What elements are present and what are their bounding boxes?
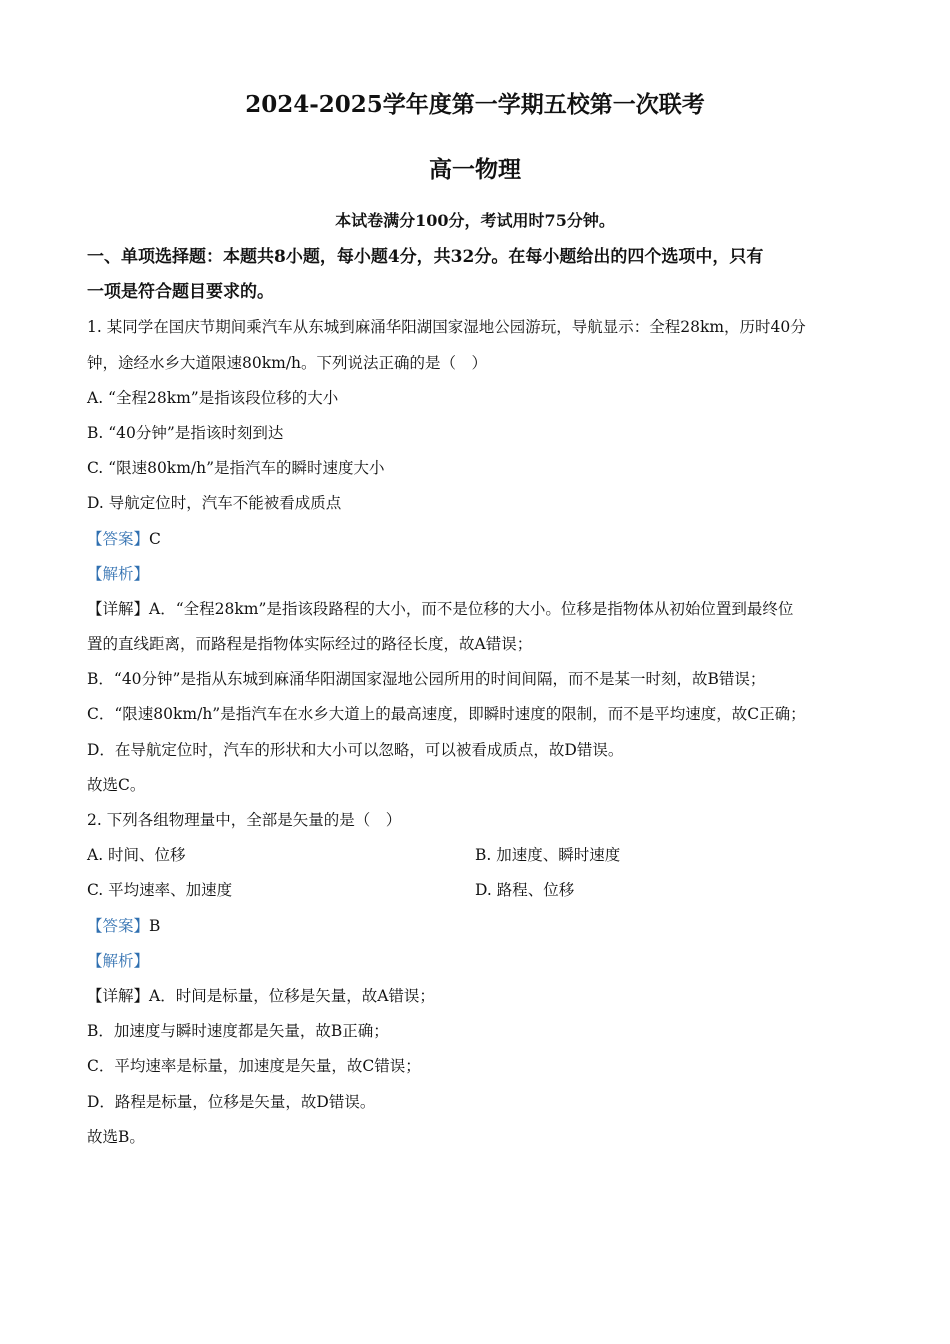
- q1-answer-value: C: [149, 529, 161, 548]
- q1-option-c: C. “限速80km/h”是指汽车的瞬时速度大小: [87, 459, 385, 478]
- q2-option-a: A. 时间、位移: [87, 846, 186, 865]
- q2-detail-tag: 【详解】: [87, 986, 150, 1005]
- q1-option-b: B. “40分钟”是指该时刻到达: [87, 423, 284, 442]
- q2-options-row1: [87, 838, 865, 873]
- q1-detail-text1: A．“全程28km”是指该段路程的大小，而不是位移的大小。位移是指物体从初始位置到最终位: [149, 599, 794, 618]
- q1-option-a: A. “全程28km”是指该段位移的大小: [87, 388, 339, 407]
- q1-conclusion: 故选C。: [87, 775, 146, 794]
- q2-stem: 2. 下列各组物理量中，全部是矢量的是（ ）: [87, 811, 402, 829]
- q1-analysis: [87, 557, 865, 592]
- q2-detail-b: B．加速度与瞬时速度都是矢量，故B正确；: [87, 1022, 389, 1041]
- q1-analysis-tag: 【解析】: [87, 564, 150, 583]
- q2-detail-a-line: [87, 979, 865, 1014]
- q2-answer-tag: 【答案】: [87, 916, 150, 935]
- exam-title: 2024-2025学年度第一学期五校第一次联考: [245, 91, 705, 118]
- q2-options-row2: [87, 873, 865, 908]
- q1-detail-line1: [87, 592, 865, 627]
- exam-content: [87, 240, 865, 1155]
- q1-detail-tag: 【详解】: [87, 599, 150, 618]
- q2-answer-value: B: [149, 916, 161, 935]
- section-heading-line1: 一、单项选择题：本题共8小题，每小题4分，共32分。在每小题给出的四个选项中，只有: [87, 247, 764, 267]
- q1-stem-line1: 1. 某同学在国庆节期间乘汽车从东城到麻涌华阳湖国家湿地公园游玩，导航显示：全程28km，历时40分: [87, 318, 806, 337]
- q2-analysis: [87, 944, 865, 979]
- q2-detail-d: D．路程是标量，位移是矢量，故D错误。: [87, 1092, 376, 1111]
- q2-option-c: C. 平均速率、加速度: [87, 881, 233, 900]
- q2-analysis-tag: 【解析】: [87, 951, 150, 970]
- q1-detail-b: B．“40分钟”是指从东城到麻涌华阳湖国家湿地公园所用的时间间隔，而不是某一时刻，故B错误；: [87, 670, 766, 689]
- q1-answer: [87, 522, 865, 557]
- q1-stem-line2: 钟，途经水乡大道限速80km/h。下列说法正确的是（ ）: [87, 353, 488, 372]
- exam-note: 本试卷满分100分，考试用时75分钟。: [335, 211, 615, 230]
- q1-detail-c: C．“限速80km/h”是指汽车在水乡大道上的最高速度，即瞬时速度的限制，而不是平均速度，故C正确；: [87, 705, 806, 724]
- q1-detail-line2: 置的直线距离，而路程是指物体实际经过的路径长度，故A错误；: [87, 635, 533, 654]
- section-heading-line2: 一项是符合题目要求的。: [87, 282, 274, 303]
- q2-answer: [87, 909, 865, 944]
- exam-subject: 高一物理: [429, 156, 521, 183]
- q1-detail-d: D．在导航定位时，汽车的形状和大小可以忽略，可以被看成质点，故D错误。: [87, 740, 624, 759]
- q1-answer-tag: 【答案】: [87, 529, 150, 548]
- q1-option-d: D. 导航定位时，汽车不能被看成质点: [87, 494, 342, 513]
- q2-conclusion: 故选B。: [87, 1127, 145, 1146]
- q2-option-d: D. 路程、位移: [475, 881, 575, 900]
- q2-option-b: B. 加速度、瞬时速度: [475, 846, 621, 865]
- q2-detail-a: A．时间是标量，位移是矢量，故A错误；: [149, 986, 435, 1005]
- q2-detail-c: C．平均速率是标量，加速度是矢量，故C错误；: [87, 1057, 421, 1076]
